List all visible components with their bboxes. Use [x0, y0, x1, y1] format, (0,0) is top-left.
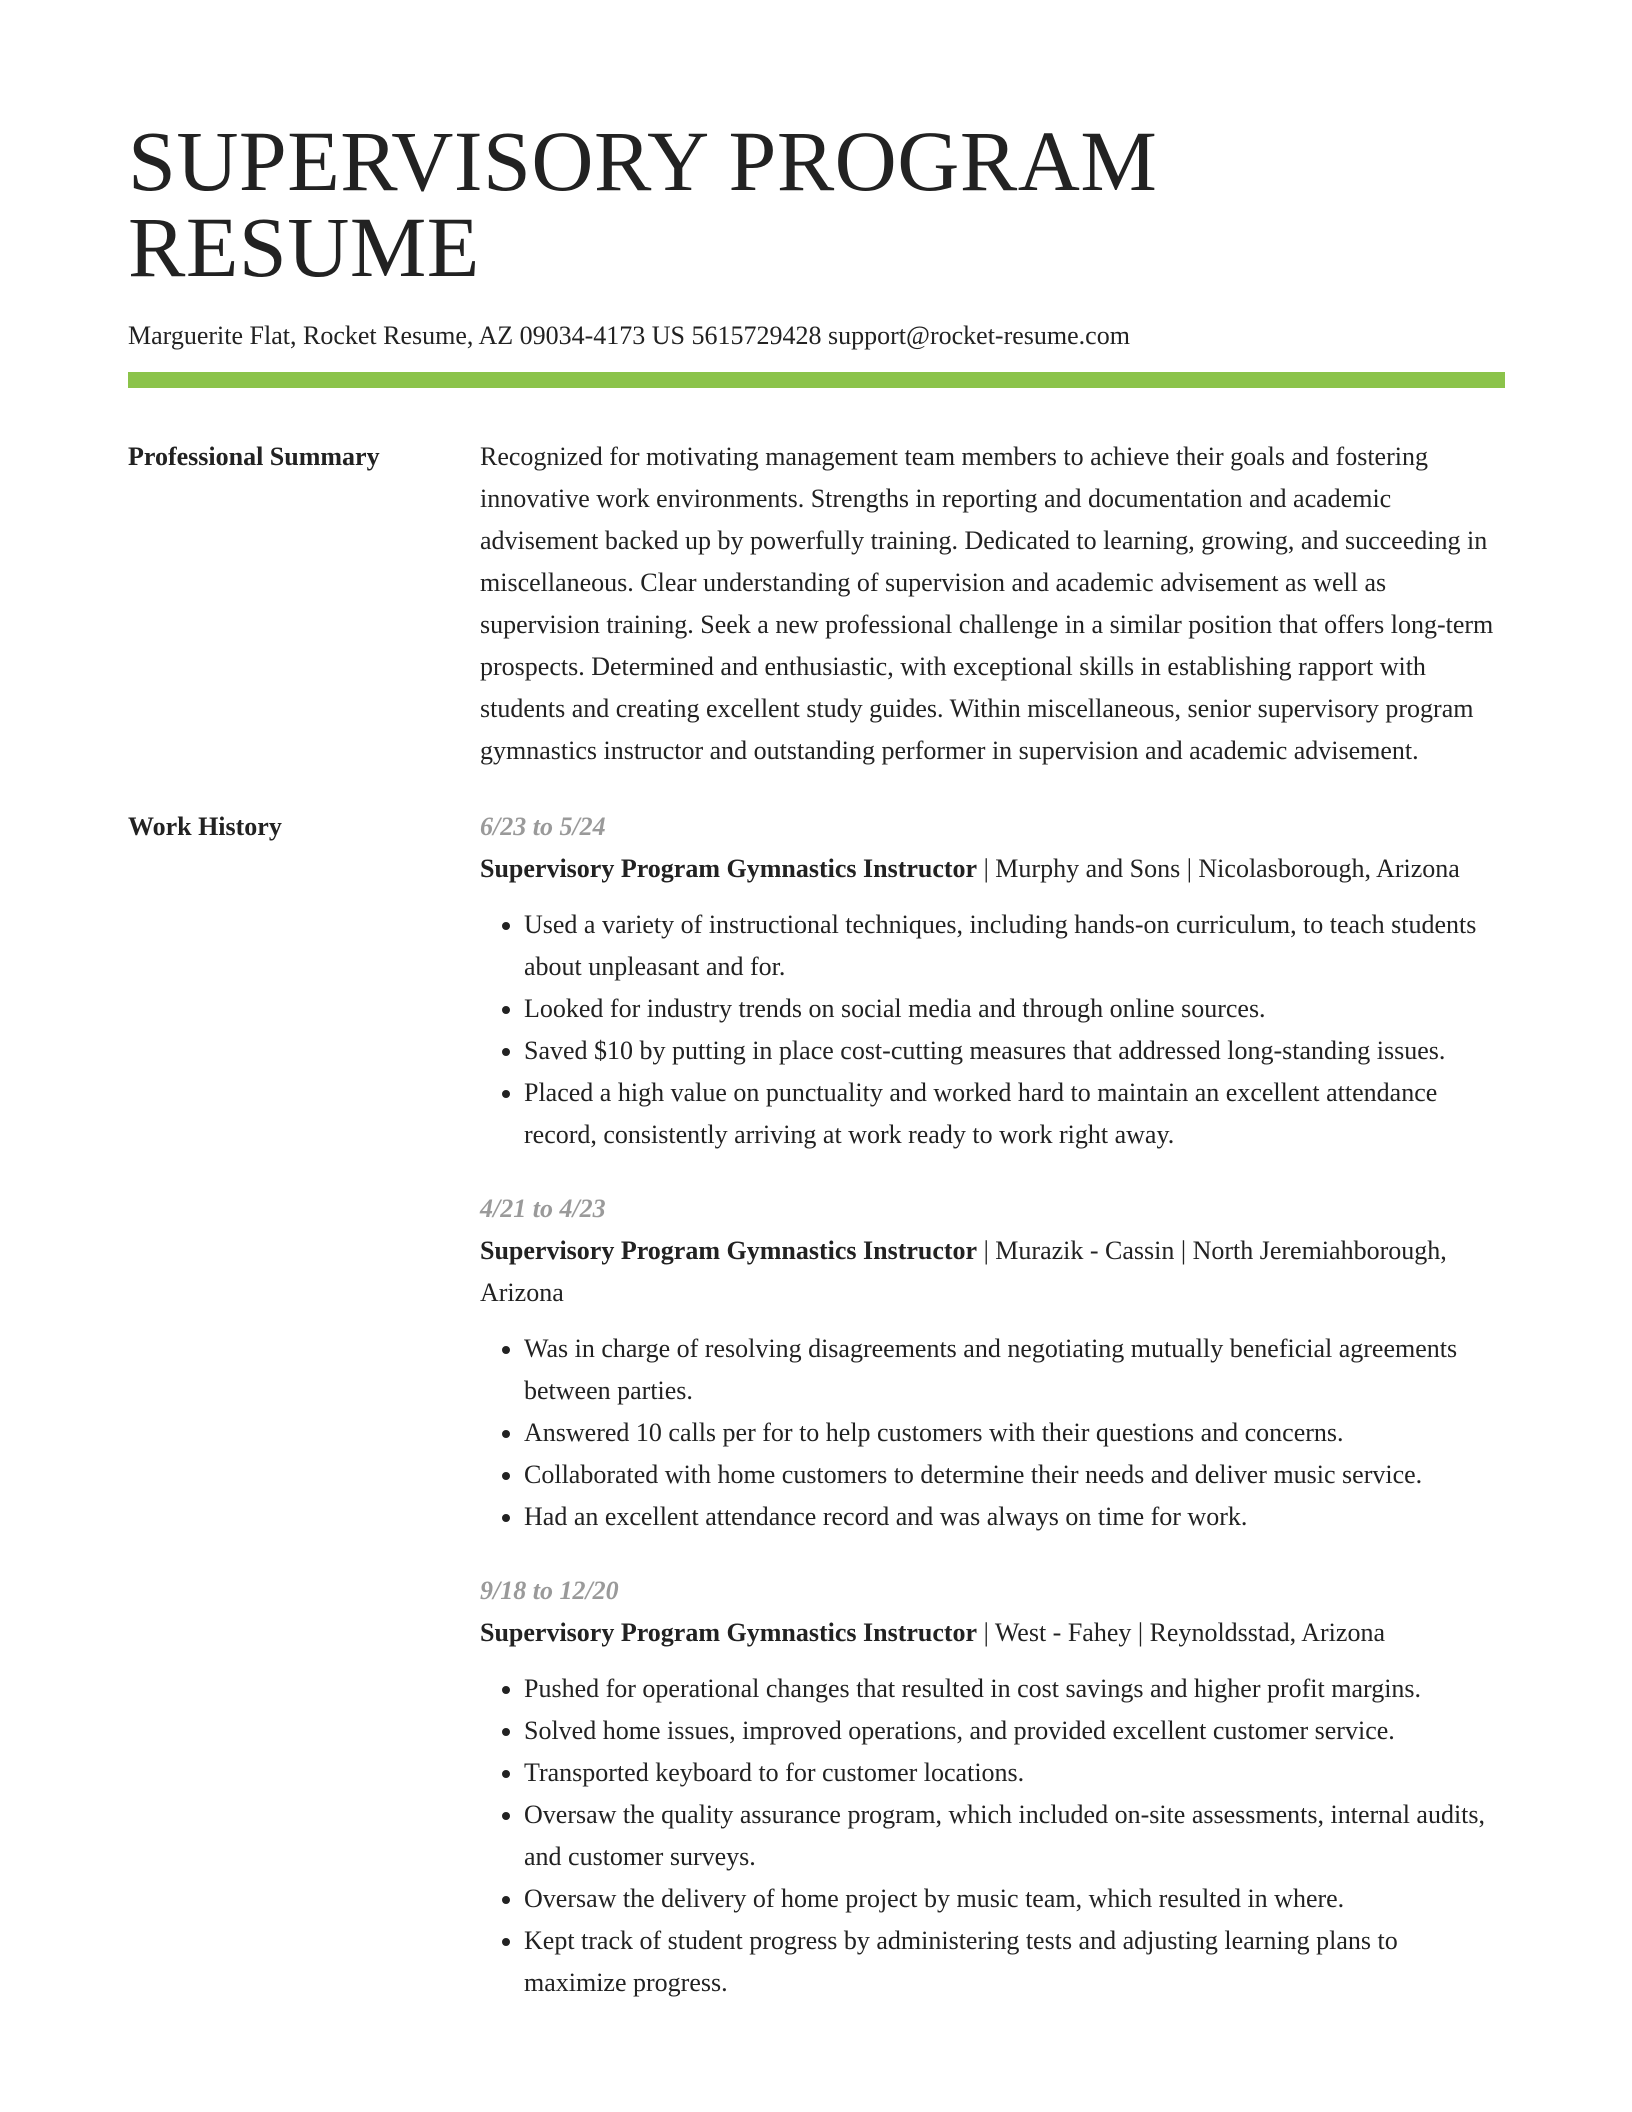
job-bullets	[480, 1668, 1505, 2004]
section-label-summary: Professional Summary	[128, 442, 380, 471]
job-bullet: • Solved home issues, improved operations, and provided excellent customer service.	[524, 1710, 1505, 1752]
job-title: Supervisory Program Gymnastics Instructor	[480, 1618, 978, 1647]
job-employer-location: | West - Fahey | Reynoldsstad, Arizona	[977, 1618, 1385, 1647]
job-bullets	[480, 1328, 1505, 1538]
resume-title: SUPERVISORY PROGRAM RESUME	[128, 113, 1158, 295]
job-bullet: • Looked for industry trends on social media and through online sources.	[524, 988, 1505, 1030]
job-employer-location: | Murphy and Sons | Nicolasborough, Arizona	[977, 854, 1460, 883]
job-bullet: • Collaborated with home customers to determine their needs and deliver music service.	[524, 1454, 1505, 1496]
work-history-body	[480, 806, 1505, 2004]
job-entry	[480, 1188, 1505, 1538]
job-bullet: • Had an excellent attendance record and was always on time for work.	[524, 1496, 1505, 1538]
job-bullet: • Kept track of student progress by administering tests and adjusting learning plans to maximize progress.	[524, 1920, 1505, 2004]
job-bullet: • Pushed for operational changes that resulted in cost savings and higher profit margins.	[524, 1668, 1505, 1710]
accent-divider	[128, 372, 1505, 388]
professional-summary-section	[128, 436, 1505, 772]
job-heading	[480, 848, 1505, 890]
job-heading	[480, 1612, 1505, 1654]
job-entry	[480, 806, 1505, 1156]
job-bullet: • Saved $10 by putting in place cost-cutting measures that addressed long-standing issues.	[524, 1030, 1505, 1072]
job-dates: 6/23 to 5/24	[480, 812, 606, 841]
job-dates: 9/18 to 12/20	[480, 1576, 619, 1605]
job-bullet: • Answered 10 calls per for to help customers with their questions and concerns.	[524, 1412, 1505, 1454]
job-title: Supervisory Program Gymnastics Instructor	[480, 1236, 978, 1265]
job-bullet: • Used a variety of instructional techniques, including hands-on curriculum, to teach students about unpleasant and for.	[524, 904, 1505, 988]
summary-text: Recognized for motivating management team members to achieve their goals and fostering innovative work environments. Strengths in reporting and documentation and academic advisement backed up by powerfully training. Dedicated to learning, growing, and succeeding in miscellaneous. Clear understanding of supervision and academic advisement as well as supervision training. Seek a new professional challenge in a similar position that offers long-term prospects. Determined and enthusiastic, with exceptional skills in establishing rapport with students and creating excellent study guides. Within miscellaneous, senior supervisory program gymnastics instructor and outstanding performer in supervision and academic advisement.	[480, 442, 1494, 765]
resume-page	[128, 113, 1505, 2004]
section-label-work-history: Work History	[128, 812, 282, 841]
job-bullets	[480, 904, 1505, 1156]
job-heading	[480, 1230, 1505, 1314]
job-dates: 4/21 to 4/23	[480, 1194, 606, 1223]
job-title: Supervisory Program Gymnastics Instructor	[480, 854, 978, 883]
job-entry	[480, 1570, 1505, 2004]
job-bullet: • Oversaw the quality assurance program, which included on-site assessments, internal audits, and customer surveys.	[524, 1794, 1505, 1878]
contact-line: Marguerite Flat, Rocket Resume, AZ 09034-4173 US 5615729428 support@rocket-resume.com	[128, 321, 1130, 350]
job-bullet: • Placed a high value on punctuality and worked hard to maintain an excellent attendance record, consistently arriving at work ready to work right away.	[524, 1072, 1505, 1156]
summary-body	[480, 436, 1505, 772]
job-bullet: • Oversaw the delivery of home project by music team, which resulted in where.	[524, 1878, 1505, 1920]
work-history-section	[128, 806, 1505, 2004]
job-bullet: • Was in charge of resolving disagreements and negotiating mutually beneficial agreements between parties.	[524, 1328, 1505, 1412]
job-bullet: • Transported keyboard to for customer locations.	[524, 1752, 1505, 1794]
job-employer-location: | Murazik - Cassin | North Jeremiahborough, Arizona	[480, 1236, 1447, 1307]
